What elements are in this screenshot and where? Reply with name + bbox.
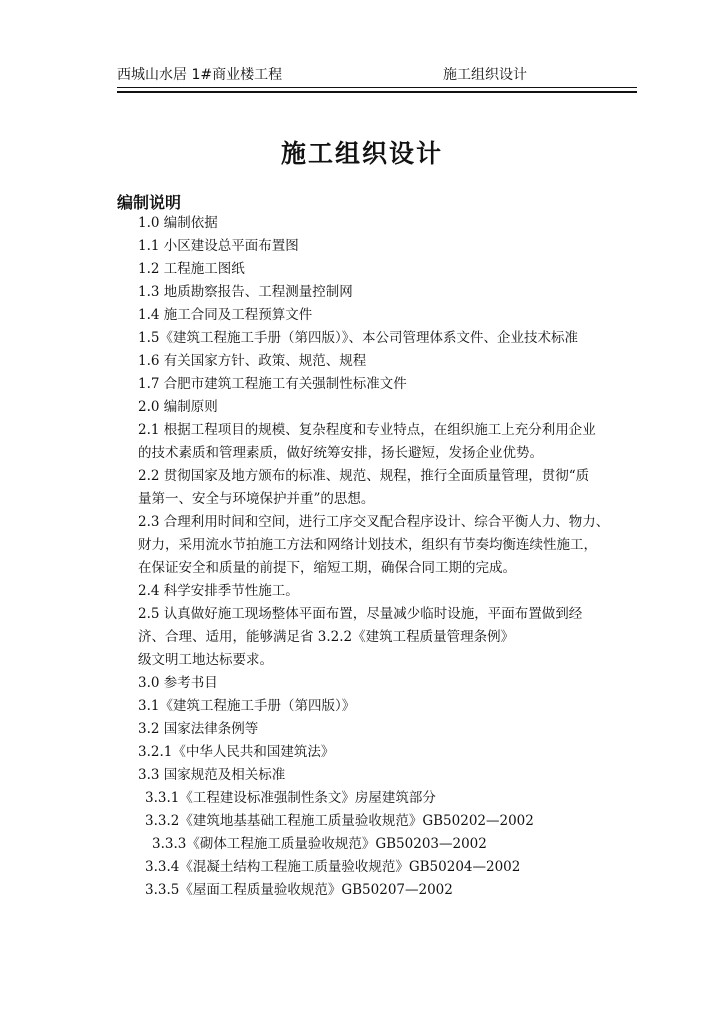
text-line: 2.3 合理利用时间和空间，进行工序交叉配合程序设计、综合平衡人力、物力、 — [138, 514, 610, 530]
text-line: 2.1 根据工程项目的规模、复杂程度和专业特点，在组织施工上充分利用企业 — [138, 422, 596, 438]
text-line: 1.2 工程施工图纸 — [138, 261, 245, 277]
header-project-name: 西城山水居 1#商业楼工程 — [117, 67, 283, 83]
text-line: 2.0 编制原则 — [138, 399, 218, 415]
header-rule-thin — [117, 87, 637, 88]
text-line: 3.3 国家规范及相关标准 — [138, 767, 286, 783]
text-line: 3.3.5《屋面工程质量验收规范》GB50207—2002 — [145, 882, 453, 898]
header-rule-thick — [117, 91, 637, 93]
text-line: 3.3.3《砌体工程施工质量验收规范》GB50203—2002 — [152, 836, 487, 852]
text-line: 3.3.4《混凝土结构工程施工质量验收规范》GB50204—2002 — [145, 859, 521, 875]
text-line: 2.4 科学安排季节性施工。 — [138, 583, 299, 599]
text-line: 1.0 编制依据 — [138, 215, 218, 231]
text-line: 2.5 认真做好施工现场整体平面布置，尽量减少临时设施，平面布置做到经 — [138, 606, 583, 622]
text-line: 2.2 贯彻国家及地方颁布的标准、规范、规程，推行全面质量管理，贯彻“质 — [138, 468, 590, 484]
section-heading: 编制说明 — [117, 193, 182, 212]
text-line: 3.0 参考书目 — [138, 675, 218, 691]
header-document-name: 施工组织设计 — [443, 67, 527, 83]
text-line: 1.5《建筑工程施工手册（第四版）》、本公司管理体系文件、企业技术标准 — [138, 330, 578, 346]
text-line: 3.2 国家法律条例等 — [138, 721, 259, 737]
text-line: 1.1 小区建设总平面布置图 — [138, 238, 299, 254]
text-line: 3.2.1《中华人民共和国建筑法》 — [138, 744, 335, 760]
page-header — [117, 62, 637, 84]
text-line: 在保证安全和质量的前提下，缩短工期，确保合同工期的完成。 — [138, 560, 516, 576]
text-line: 的技术素质和管理素质，做好统筹安排，扬长避短，发扬企业优势。 — [138, 445, 543, 461]
text-line: 财力，采用流水节拍施工方法和网络计划技术，组织有节奏均衡连续性施工， — [138, 537, 597, 553]
text-line: 1.7 合肥市建筑工程施工有关强制性标准文件 — [138, 376, 407, 392]
text-line: 1.3 地质勘察报告、工程测量控制网 — [138, 284, 353, 300]
text-line: 1.6 有关国家方针、政策、规范、规程 — [138, 353, 367, 369]
text-line: 1.4 施工合同及工程预算文件 — [138, 307, 313, 323]
text-line: 3.3.1《工程建设标准强制性条文》房屋建筑部分 — [145, 790, 436, 806]
text-line: 量第一、安全与环境保护并重”的思想。 — [138, 491, 375, 507]
document-title: 施工组织设计 — [280, 139, 443, 168]
text-line: 3.1《建筑工程施工手册（第四版）》 — [138, 698, 356, 714]
text-line: 济、合理、适用，能够满足省 3.2.2《建筑工程质量管理条例》 — [138, 629, 515, 645]
text-line: 级文明工地达标要求。 — [138, 652, 273, 668]
text-line: 3.3.2《建筑地基基础工程施工质量验收规范》GB50202—2002 — [145, 813, 534, 829]
